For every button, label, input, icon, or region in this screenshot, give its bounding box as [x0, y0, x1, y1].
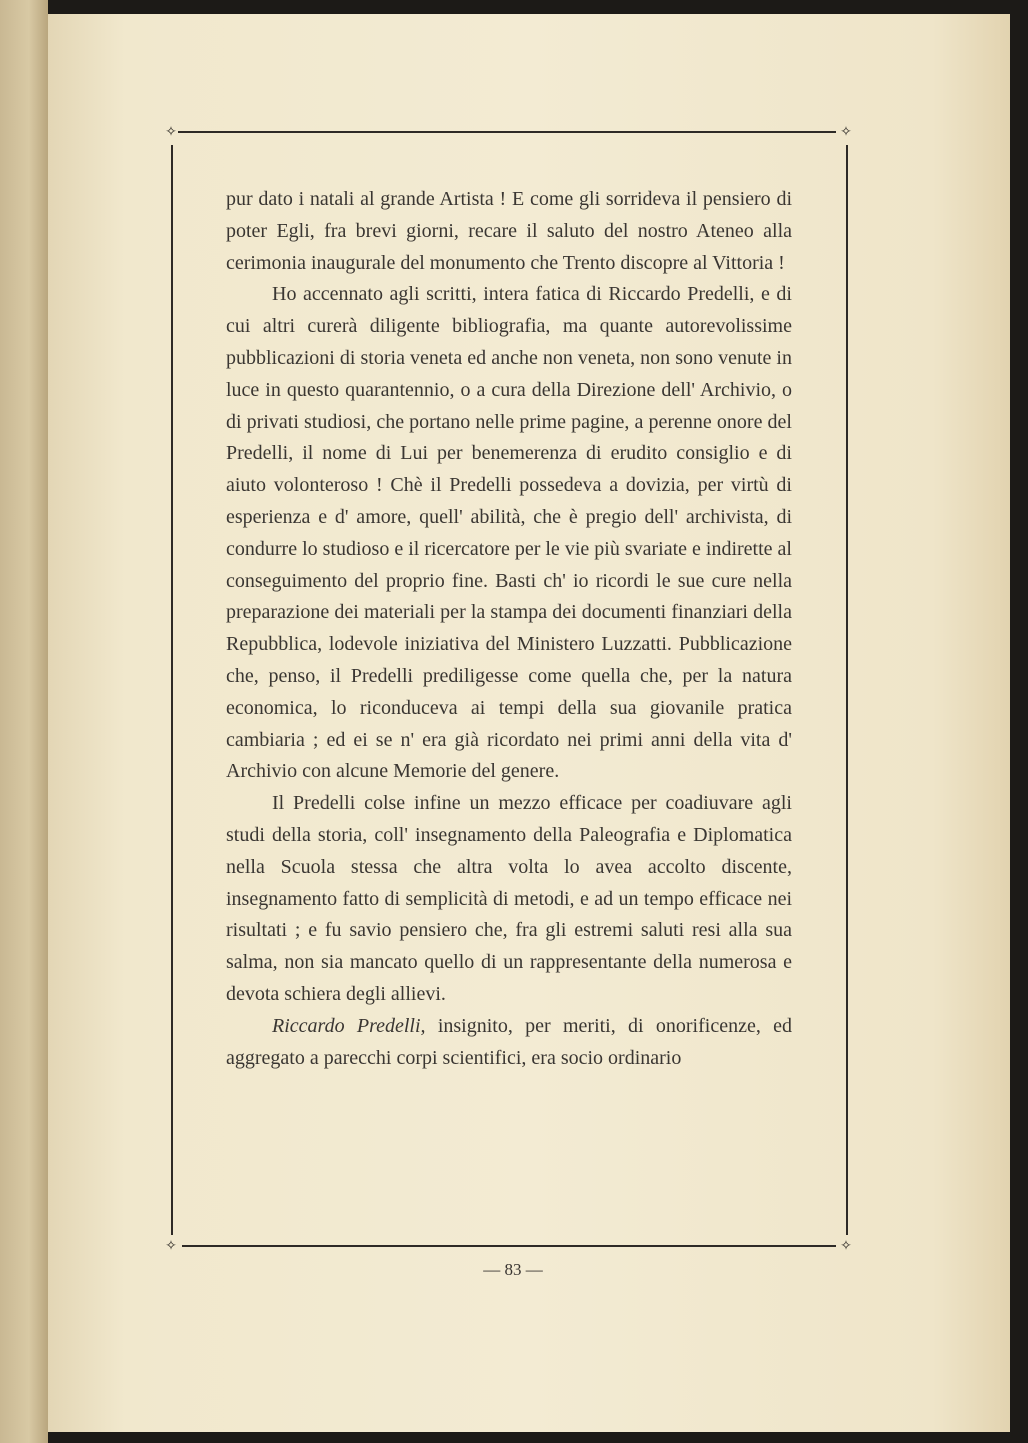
frame-rule-top: [178, 131, 836, 133]
page-number: — 83 —: [483, 1260, 543, 1279]
italic-name: Riccardo Predelli,: [272, 1014, 426, 1037]
corner-ornament-icon: ✧: [840, 1238, 852, 1254]
paragraph: Ho accennato agli scritti, intera fatica di Riccardo Predelli, e di cui altri curerà diligente bibliografia, ma quante autorevolissime pubblicazioni di storia veneta ed anche non veneta, non sono venute in luce in questo quarantennio, o a cura della Direzione dell' Archivio, o di privati studiosi, che portano nelle prime pagine, a perenne onore del Predelli, il nome di Lui per benemerenza di erudito consiglio e di aiuto volonteroso ! Chè il Predelli possedeva a dovizia, per virtù di esperienza e d' amore, quell' abilità, che è pregio dell' archivista, di condurre lo studioso e il ricercatore per le vie più svariate e indirette al conseguimento del proprio fine. Basti ch' io ricordi le sue cure nella preparazione dei materiali per la stampa dei documenti finanziari della Repubblica, lodevole iniziativa del Ministero Luzzatti. Pubblicazione che, penso, il Predelli prediligesse come quella che, per la natura economica, lo riconduceva ai tempi della sua giovanile pratica cambiaria ; ed ei se n' era già ricordato nei primi anni della vita d' Archivio con alcune Memorie del genere.: [226, 283, 792, 783]
frame-rule-right: [846, 145, 848, 1235]
corner-ornament-icon: ✧: [165, 124, 177, 140]
corner-ornament-icon: ✧: [840, 124, 852, 140]
body-text: [226, 184, 792, 1074]
facing-page-edge: [0, 0, 48, 1443]
frame-rule-bottom: [182, 1245, 836, 1247]
paragraph-continuation: insignito, per meriti, di onorificenze, ed aggregato a parecchi corpi scientifici, era socio ordinario: [226, 1014, 793, 1069]
paragraph: pur dato i natali al grande Artista ! E come gli sorrideva il pensiero di poter Egli, fra brevi giorni, recare il saluto del nostro Ateneo alla cerimonia inaugurale del monumento che Trento discopre al Vittoria !: [226, 188, 792, 274]
paragraph: Il Predelli colse infine un mezzo efficace per coadiuvare agli studi della storia, coll' insegnamento della Paleografia e Diplomatica nella Scuola stessa che altra volta lo avea accolto discente, insegnamento fatto di semplicità di metodi, e ad un tempo efficace nei risultati ; e fu savio pensiero che, fra gli estremi saluti resi alla sua salma, non sia mancato quello di un rappresentante della numerosa e devota schiera degli allievi.: [226, 792, 792, 1005]
paragraph-last: [226, 1011, 792, 1075]
corner-ornament-icon: ✧: [165, 1238, 177, 1254]
frame-rule-left: [171, 145, 173, 1235]
